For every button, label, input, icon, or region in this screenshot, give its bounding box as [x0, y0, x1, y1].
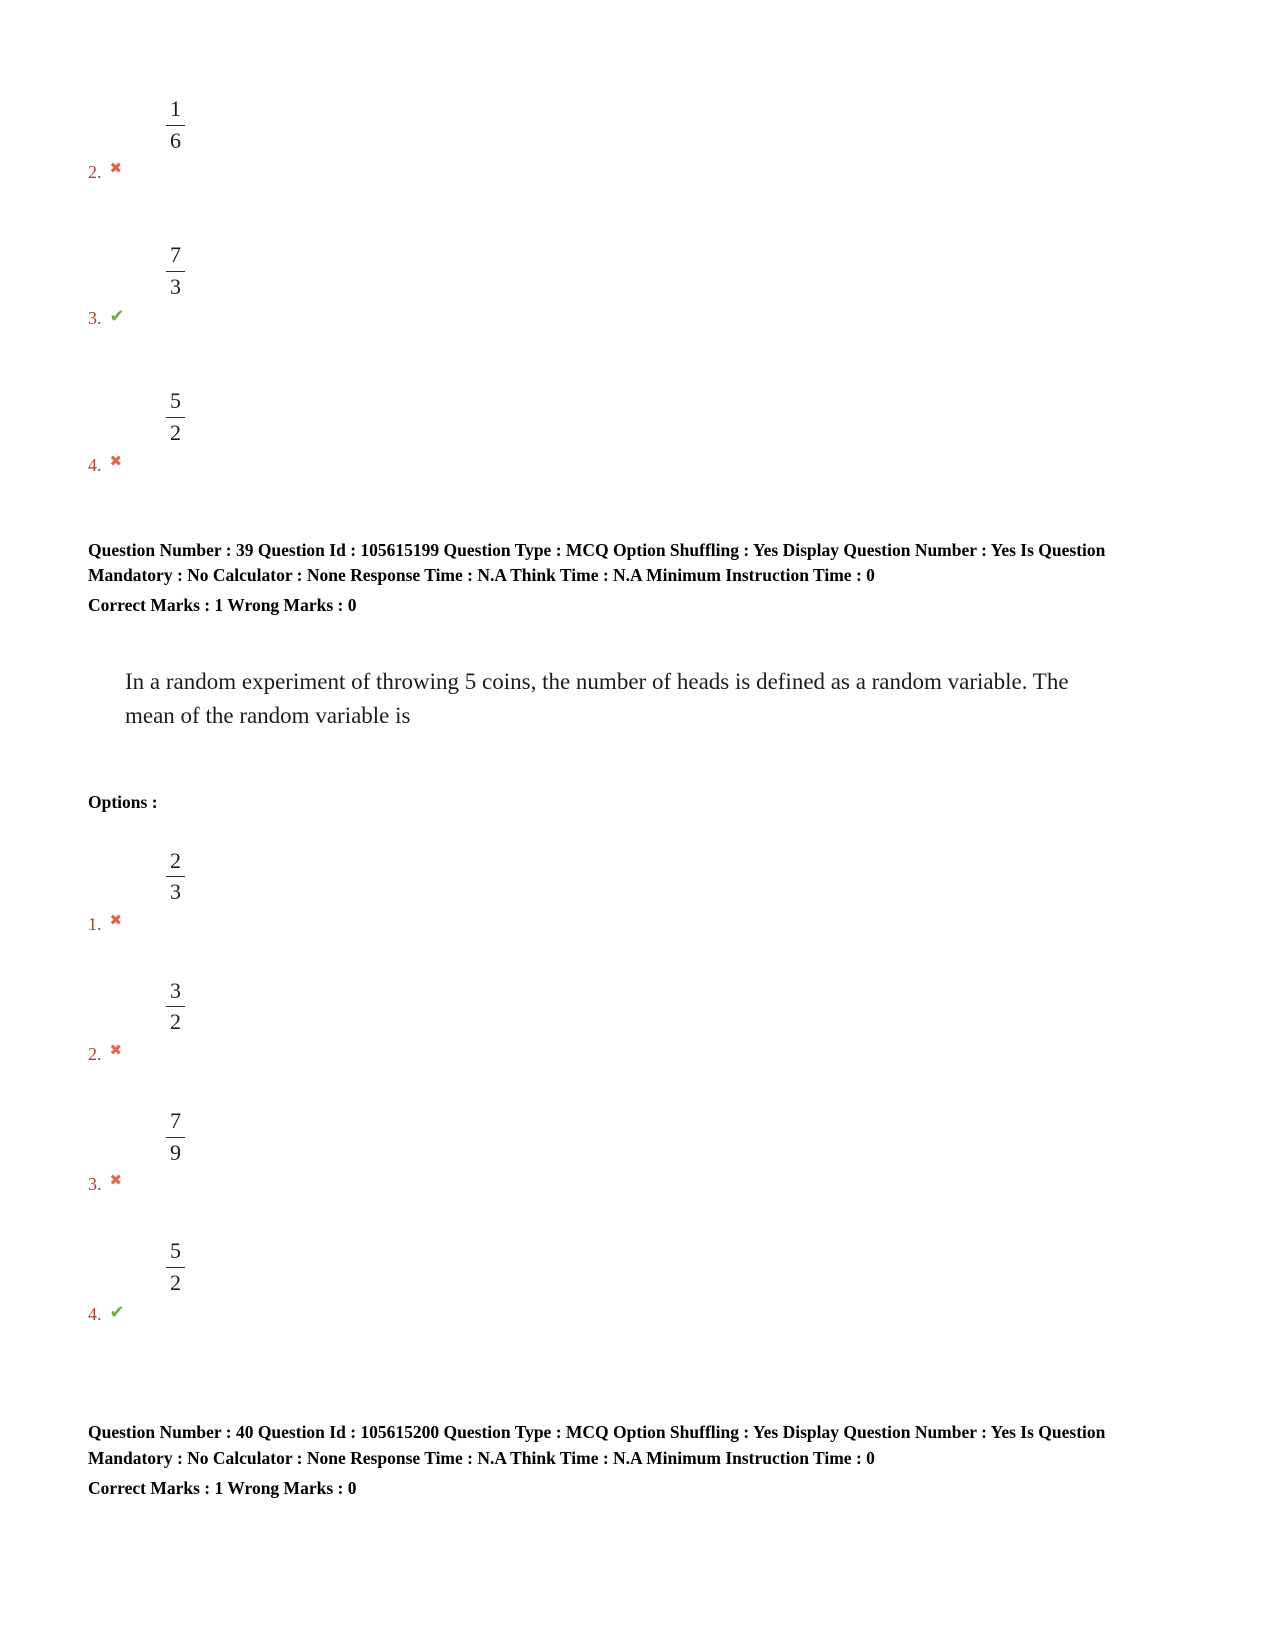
- fraction-denominator: 3: [170, 273, 181, 299]
- option-value: [0, 95, 1275, 155]
- question-39-options: [0, 847, 1275, 1326]
- answer-option: [0, 847, 1275, 935]
- fraction-denominator: 9: [170, 1139, 181, 1165]
- answer-option: [0, 1107, 1275, 1195]
- option-value: [0, 387, 1275, 447]
- fraction-denominator: 2: [170, 1009, 181, 1035]
- options-label: Options :: [88, 791, 158, 812]
- option-number: 3.: [88, 1174, 102, 1195]
- fraction-numerator: 5: [166, 387, 185, 418]
- cross-icon: ✖: [109, 453, 123, 470]
- answer-option: [0, 241, 1275, 329]
- option-label-row: [0, 1174, 1275, 1195]
- fraction: [166, 847, 185, 907]
- check-icon: ✔: [109, 305, 125, 326]
- fraction-numerator: 3: [166, 977, 185, 1008]
- option-value: [0, 847, 1275, 907]
- option-label-row: [0, 305, 1275, 329]
- fraction-denominator: 2: [170, 1269, 181, 1295]
- question-40-header: [88, 1420, 1133, 1501]
- option-number: 4.: [88, 1304, 102, 1325]
- cross-icon: ✖: [109, 161, 123, 178]
- cross-icon: ✖: [109, 912, 123, 929]
- option-label-row: [0, 162, 1275, 183]
- option-label-row: [0, 914, 1275, 935]
- option-label-row: [0, 1301, 1275, 1325]
- option-value: [0, 1237, 1275, 1297]
- previous-question-options: [0, 95, 1275, 476]
- fraction-numerator: 7: [166, 241, 185, 272]
- option-number: 2.: [88, 1044, 102, 1065]
- answer-option: [0, 95, 1275, 183]
- option-label-row: [0, 1044, 1275, 1065]
- question-39: [0, 538, 1275, 1326]
- cross-icon: ✖: [109, 1173, 123, 1190]
- answer-option: [0, 387, 1275, 475]
- fraction: [166, 95, 185, 155]
- fraction: [166, 1237, 185, 1297]
- question-meta-line: Question Number : 39 Question Id : 105615199 Question Type : MCQ Option Shuffling : Yes Display Question Number : Yes Is Question Mandatory : No Calculator : None Response Time : N.A Think Time : N.A Minimum Instruction Time : 0: [88, 539, 1106, 585]
- question-text: In a random experiment of throwing 5 coins, the number of heads is defined as a random variable. The mean of the random variable is: [125, 668, 1069, 729]
- fraction-numerator: 2: [166, 847, 185, 878]
- question-meta-line: Question Number : 40 Question Id : 105615200 Question Type : MCQ Option Shuffling : Yes Display Question Number : Yes Is Question Mandatory : No Calculator : None Response Time : N.A Think Time : N.A Minimum Instruction Time : 0: [88, 1422, 1106, 1468]
- question-marks-line: Correct Marks : 1 Wrong Marks : 0: [88, 1478, 357, 1499]
- option-number: 3.: [88, 308, 102, 329]
- question-40: [0, 1420, 1275, 1501]
- fraction: [166, 977, 185, 1037]
- question-marks-line: Correct Marks : 1 Wrong Marks : 0: [88, 595, 357, 616]
- fraction-numerator: 5: [166, 1237, 185, 1268]
- fraction-numerator: 1: [166, 95, 185, 126]
- option-value: [0, 977, 1275, 1037]
- option-number: 4.: [88, 454, 102, 475]
- option-value: [0, 241, 1275, 301]
- check-icon: ✔: [109, 1301, 125, 1322]
- fraction-numerator: 7: [166, 1107, 185, 1138]
- answer-option: [0, 977, 1275, 1065]
- fraction-denominator: 2: [170, 419, 181, 445]
- option-value: [0, 1107, 1275, 1167]
- fraction-denominator: 6: [170, 127, 181, 153]
- question-39-header: [88, 538, 1133, 619]
- answer-option: [0, 1237, 1275, 1325]
- fraction: [166, 387, 185, 447]
- option-number: 2.: [88, 162, 102, 183]
- option-label-row: [0, 455, 1275, 476]
- cross-icon: ✖: [109, 1043, 123, 1060]
- fraction: [166, 1107, 185, 1167]
- option-number: 1.: [88, 913, 102, 934]
- fraction-denominator: 3: [170, 879, 181, 905]
- fraction: [166, 241, 185, 301]
